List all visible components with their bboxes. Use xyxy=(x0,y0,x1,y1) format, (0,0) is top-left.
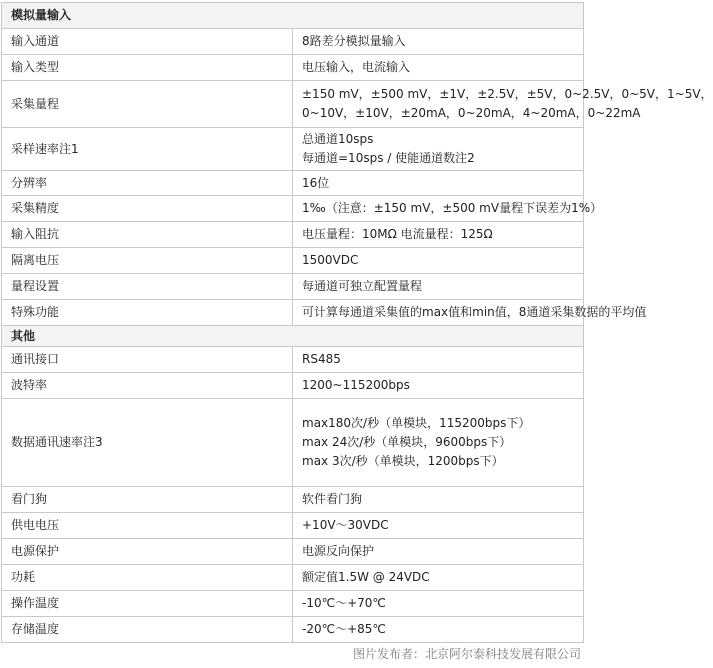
row-label: 输入类型 xyxy=(2,55,293,81)
row-value xyxy=(293,128,584,171)
row-label: 看门狗 xyxy=(2,487,293,513)
row-label: 数据通讯速率注3 xyxy=(2,399,293,487)
row-label: 采集量程 xyxy=(2,81,293,128)
row-value: 1200~115200bps xyxy=(293,373,584,399)
table-row xyxy=(2,274,584,300)
row-value: -20℃～+85℃ xyxy=(293,617,584,643)
row-label: 电源保护 xyxy=(2,539,293,565)
section-header-analog xyxy=(2,3,584,29)
table-row xyxy=(2,128,584,171)
value-line: 每通道=10sps / 使能通道数注2 xyxy=(302,151,475,165)
table-row xyxy=(2,171,584,196)
value-line: max180次/秒（单模块，115200bps下） xyxy=(302,416,531,430)
row-value xyxy=(293,81,713,128)
row-label: 分辨率 xyxy=(2,171,293,196)
row-value: RS485 xyxy=(293,347,584,373)
row-label: 输入通道 xyxy=(2,29,293,55)
table-row xyxy=(2,539,584,565)
table-row xyxy=(2,347,584,373)
row-label: 通讯接口 xyxy=(2,347,293,373)
section-header-other xyxy=(2,326,584,347)
table-row xyxy=(2,513,584,539)
table-row xyxy=(2,487,584,513)
row-label: 采集精度 xyxy=(2,196,293,222)
row-value: 1500VDC xyxy=(293,248,584,274)
table-row xyxy=(2,617,584,643)
row-value: 电源反向保护 xyxy=(293,539,584,565)
table-row xyxy=(2,222,584,248)
row-label: 波特率 xyxy=(2,373,293,399)
table-row xyxy=(2,399,584,487)
row-value: 电压量程：10MΩ 电流量程：125Ω xyxy=(293,222,584,248)
row-value: -10℃～+70℃ xyxy=(293,591,584,617)
row-value: 1‰（注意：±150 mV，±500 mV量程下误差为1%） xyxy=(293,196,584,222)
table-row xyxy=(2,248,584,274)
row-label: 存储温度 xyxy=(2,617,293,643)
row-value: 8路差分模拟量输入 xyxy=(293,29,584,55)
table-row xyxy=(2,565,584,591)
table-row xyxy=(2,591,584,617)
row-value: 软件看门狗 xyxy=(293,487,584,513)
row-value: +10V～30VDC xyxy=(293,513,584,539)
row-label: 特殊功能 xyxy=(2,300,293,326)
row-value xyxy=(293,399,584,487)
row-value: 16位 xyxy=(293,171,584,196)
watermark: 图片发布者：北京阿尔泰科技发展有限公司 xyxy=(352,647,581,661)
row-label: 采样速率注1 xyxy=(2,128,293,171)
row-value: 每通道可独立配置量程 xyxy=(293,274,584,300)
row-label: 操作温度 xyxy=(2,591,293,617)
table-row xyxy=(2,300,584,326)
row-label: 输入阻抗 xyxy=(2,222,293,248)
row-value: 可计算每通道采集值的max值和min值，8通道采集数据的平均值 xyxy=(293,300,584,326)
table-row xyxy=(2,81,584,128)
value-line: max 3次/秒（单模块，1200bps下） xyxy=(302,454,504,468)
section-title: 模拟量输入 xyxy=(2,3,584,29)
section-title: 其他 xyxy=(2,326,584,347)
table-row xyxy=(2,196,584,222)
row-label: 隔离电压 xyxy=(2,248,293,274)
row-label: 功耗 xyxy=(2,565,293,591)
row-label: 量程设置 xyxy=(2,274,293,300)
spec-table xyxy=(1,2,713,643)
value-line: max 24次/秒（单模块，9600bps下） xyxy=(302,435,512,449)
row-value: 电压输入，电流输入 xyxy=(293,55,584,81)
value-line: ±150 mV，±500 mV，±1V，±2.5V，±5V，0~2.5V，0~5V，1~5V， xyxy=(302,87,713,101)
table-row xyxy=(2,29,584,55)
row-label: 供电电压 xyxy=(2,513,293,539)
value-line: 0~10V，±10V，±20mA，0~20mA，4~20mA，0~22mA xyxy=(302,106,641,120)
table-row xyxy=(2,55,584,81)
row-value: 额定值1.5W @ 24VDC xyxy=(293,565,584,591)
table-row xyxy=(2,373,584,399)
value-line: 总通道10sps xyxy=(302,132,374,146)
